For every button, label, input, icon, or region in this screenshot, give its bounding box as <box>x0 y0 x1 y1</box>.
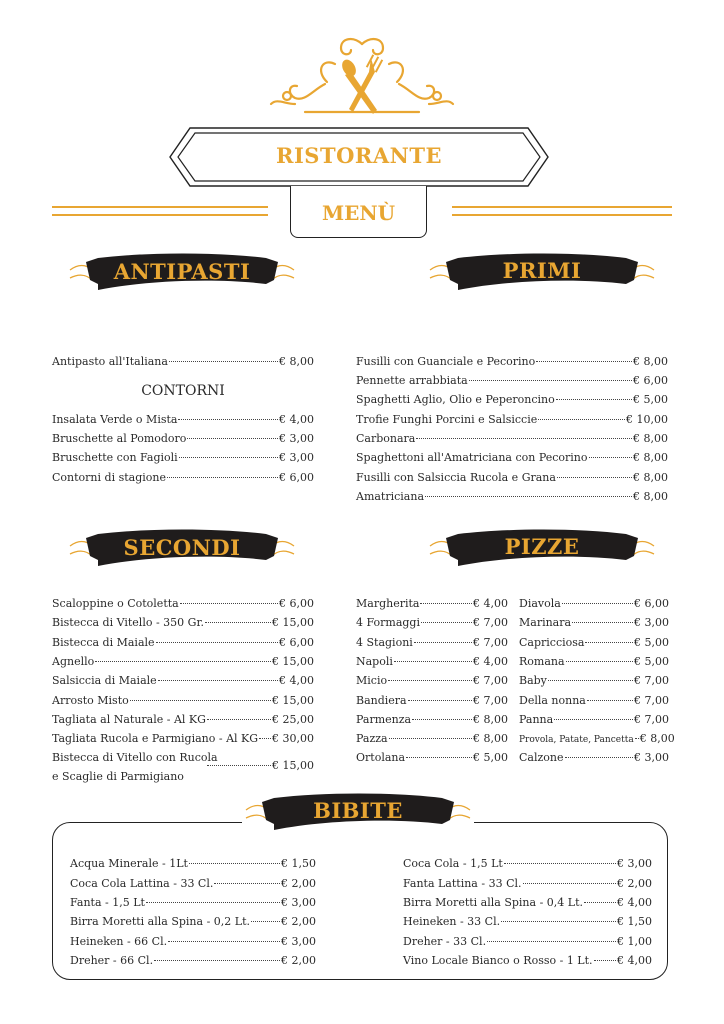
item-name: Romana <box>519 655 565 668</box>
item-price: € 1,50 <box>617 915 652 928</box>
item-name: Micio <box>356 674 388 687</box>
menu-item <box>52 655 314 669</box>
item-name: Provola, Patate, Pancetta <box>519 735 634 745</box>
item-price: € 8,00 <box>473 713 508 726</box>
menu-item <box>403 954 652 968</box>
item-price: € 6,00 <box>279 471 314 484</box>
item-price: € 8,00 <box>633 451 668 464</box>
item-price: € 3,00 <box>634 751 669 764</box>
item-name: 4 Stagioni <box>356 636 413 649</box>
item-price: € 30,00 <box>272 732 314 745</box>
item-name: Insalata Verde o Mista <box>52 413 178 426</box>
menu-item <box>519 655 669 669</box>
item-price: € 15,00 <box>272 616 314 629</box>
menu-item <box>519 636 669 650</box>
item-name: Panna <box>519 713 554 726</box>
pizze-title: PIZZE <box>504 534 580 559</box>
item-price: € 3,00 <box>634 616 669 629</box>
item-name: e Scaglie di Parmigiano <box>52 770 184 783</box>
item-price: € 8,00 <box>473 732 508 745</box>
item-price: € 8,00 <box>633 490 668 503</box>
menu-item <box>519 751 669 765</box>
menu-subtitle: MENÙ <box>321 201 396 225</box>
primi-banner <box>428 250 656 300</box>
item-price: € 3,00 <box>281 935 316 948</box>
bibite-title: BIBITE <box>313 798 403 823</box>
item-price: € 7,00 <box>634 713 669 726</box>
item-price: € 3,00 <box>279 432 314 445</box>
item-name: 4 Formaggi <box>356 616 420 629</box>
item-name: Fanta Lattina - 33 Cl. <box>403 877 522 890</box>
item-name: Heineken - 33 Cl. <box>403 915 501 928</box>
item-name: Bandiera <box>356 694 407 707</box>
menu-item <box>356 432 668 446</box>
secondi-title: SECONDI <box>123 535 241 560</box>
item-price: € 3,00 <box>279 451 314 464</box>
item-price: € 4,00 <box>473 655 508 668</box>
menu-item <box>356 616 508 630</box>
menu-item <box>356 597 508 611</box>
item-name: Amatriciana <box>356 490 425 503</box>
item-price: € 10,00 <box>626 413 668 426</box>
item-name: Marinara <box>519 616 572 629</box>
divider-right <box>452 206 672 208</box>
item-name: Bruschette con Fagioli <box>52 451 178 464</box>
item-name: Napoli <box>356 655 393 668</box>
item-price: € 7,00 <box>473 694 508 707</box>
menu-item <box>519 674 669 688</box>
menu-item <box>356 732 508 746</box>
item-price: € 2,00 <box>617 877 652 890</box>
menu-item <box>356 413 668 427</box>
item-price: € 7,00 <box>634 694 669 707</box>
item-name: Baby <box>519 674 547 687</box>
item-price: € 5,00 <box>634 636 669 649</box>
item-name: Bistecca di Vitello con Rucola <box>52 751 218 764</box>
item-price: € 1,50 <box>281 857 316 870</box>
menu-item <box>356 393 668 407</box>
item-name: Dreher - 66 Cl. <box>70 954 154 967</box>
item-name: Dreher - 33 Cl. <box>403 935 487 948</box>
item-name: Birra Moretti alla Spina - 0,4 Lt. <box>403 896 583 909</box>
item-price: € 7,00 <box>473 616 508 629</box>
menu-item <box>52 413 314 427</box>
item-name: Arrosto Misto <box>52 694 129 707</box>
menu-item <box>70 857 316 871</box>
menu-item <box>52 597 314 611</box>
item-price: € 4,00 <box>473 597 508 610</box>
item-name: Contorni di stagione <box>52 471 166 484</box>
item-name: Birra Moretti alla Spina - 0,2 Lt. <box>70 915 250 928</box>
item-name: Heineken - 66 Cl. <box>70 935 168 948</box>
item-name: Fanta - 1,5 Lt <box>70 896 145 909</box>
item-name: Vino Locale Bianco o Rosso - 1 Lt. <box>403 954 593 967</box>
menu-item <box>52 674 314 688</box>
item-name: Trofie Funghi Porcini e Salsiccie <box>356 413 538 426</box>
antipasti-title: ANTIPASTI <box>113 259 251 284</box>
menu-item <box>52 451 314 465</box>
menu-item <box>403 857 652 871</box>
item-name: Spaghettoni all'Amatriciana con Pecorino <box>356 451 588 464</box>
menu-item <box>70 896 316 910</box>
menu-item <box>356 636 508 650</box>
antipasti-banner <box>68 250 296 300</box>
item-price: € 5,00 <box>633 393 668 406</box>
menu-item <box>403 877 652 891</box>
menu-item <box>52 694 314 708</box>
item-price: € 3,00 <box>281 896 316 909</box>
item-price: € 8,00 <box>639 732 675 745</box>
menu-item <box>356 674 508 688</box>
item-price: € 7,00 <box>473 636 508 649</box>
menu-item <box>356 490 668 504</box>
item-name: Margherita <box>356 597 420 610</box>
item-name: Calzone <box>519 751 564 764</box>
item-price: € 1,00 <box>617 935 652 948</box>
secondi-banner <box>68 526 296 576</box>
menu-item <box>356 655 508 669</box>
item-name: Coca Cola Lattina - 33 Cl. <box>70 877 214 890</box>
item-price: € 15,00 <box>272 694 314 707</box>
item-name: Carbonara <box>356 432 416 445</box>
item-price: € 25,00 <box>272 713 314 726</box>
menu-item <box>70 935 316 949</box>
item-name: Bistecca di Maiale <box>52 636 155 649</box>
cutlery-ornament-icon <box>265 32 459 122</box>
menu-item <box>519 694 669 708</box>
item-price: € 8,00 <box>633 471 668 484</box>
item-name: Fusilli con Salsiccia Rucola e Grana <box>356 471 556 484</box>
menu-item <box>52 616 314 630</box>
menu-item <box>519 713 669 727</box>
menu-item <box>70 915 316 929</box>
item-price: € 4,00 <box>617 954 652 967</box>
menu-item <box>356 374 668 388</box>
item-price: € 15,00 <box>272 759 314 772</box>
item-price: € 5,00 <box>634 655 669 668</box>
menu-item <box>519 597 669 611</box>
menu-item <box>52 636 314 650</box>
item-price: € 8,00 <box>633 355 668 368</box>
divider-left <box>52 206 268 208</box>
item-name: Spaghetti Aglio, Olio e Peperoncino <box>356 393 555 406</box>
item-name: Pazza <box>356 732 388 745</box>
menu-item <box>356 451 668 465</box>
item-name: Della nonna <box>519 694 586 707</box>
item-name: Fusilli con Guanciale e Pecorino <box>356 355 536 368</box>
item-name: Capricciosa <box>519 636 585 649</box>
item-price: € 6,00 <box>634 597 669 610</box>
item-price: € 2,00 <box>281 877 316 890</box>
item-price: € 8,00 <box>633 432 668 445</box>
menu-item <box>356 713 508 727</box>
item-name: Diavola <box>519 597 561 610</box>
menu-item <box>356 471 668 485</box>
menu-item <box>52 732 314 746</box>
item-price: € 4,00 <box>279 413 314 426</box>
menu-item <box>519 732 675 747</box>
menu-item <box>52 713 314 727</box>
menu-item <box>356 751 508 765</box>
item-name: Ortolana <box>356 751 406 764</box>
menu-item <box>403 915 652 929</box>
item-price: € 6,00 <box>633 374 668 387</box>
item-price: € 6,00 <box>279 597 314 610</box>
menu-item <box>52 432 314 446</box>
item-name: Coca Cola - 1,5 Lt <box>403 857 503 870</box>
pizze-banner <box>428 526 656 576</box>
menu-item <box>403 896 652 910</box>
item-price: € 8,00 <box>279 355 314 368</box>
item-name: Salsiccia di Maiale <box>52 674 157 687</box>
item-name: Bruschette al Pomodoro <box>52 432 187 445</box>
item-name: Bistecca di Vitello - 350 Gr. <box>52 616 205 629</box>
divider-right <box>452 214 672 216</box>
item-name: Tagliata al Naturale - Al KG <box>52 713 206 726</box>
item-price: € 4,00 <box>279 674 314 687</box>
item-name: Tagliata Rucola e Parmigiano - Al KG <box>52 732 259 745</box>
item-price: € 5,00 <box>473 751 508 764</box>
item-price: € 2,00 <box>281 954 316 967</box>
menu-item <box>52 471 314 485</box>
item-name: Agnello <box>52 655 95 668</box>
item-name: Antipasto all'Italiana <box>52 355 168 368</box>
item-name: Scaloppine o Cotoletta <box>52 597 179 610</box>
menu-item <box>52 355 314 369</box>
menu-item <box>70 954 316 968</box>
primi-title: PRIMI <box>502 258 582 283</box>
menu-item <box>519 616 669 630</box>
item-price: € 7,00 <box>634 674 669 687</box>
menu-item <box>70 877 316 891</box>
menu-item <box>356 355 668 369</box>
item-price: € 4,00 <box>617 896 652 909</box>
item-price: € 3,00 <box>617 857 652 870</box>
menu-item <box>206 759 314 773</box>
bibite-banner <box>242 790 474 840</box>
item-name: Pennette arrabbiata <box>356 374 468 387</box>
item-name: Parmenza <box>356 713 412 726</box>
item-price: € 7,00 <box>473 674 508 687</box>
restaurant-title: RISTORANTE <box>276 143 442 168</box>
menu-item <box>403 935 652 949</box>
contorni-title: CONTORNI <box>141 383 225 399</box>
divider-left <box>52 214 268 216</box>
menu-item <box>356 694 508 708</box>
item-price: € 6,00 <box>279 636 314 649</box>
item-price: € 15,00 <box>272 655 314 668</box>
item-price: € 2,00 <box>281 915 316 928</box>
item-name: Acqua Minerale - 1Lt <box>70 857 188 870</box>
